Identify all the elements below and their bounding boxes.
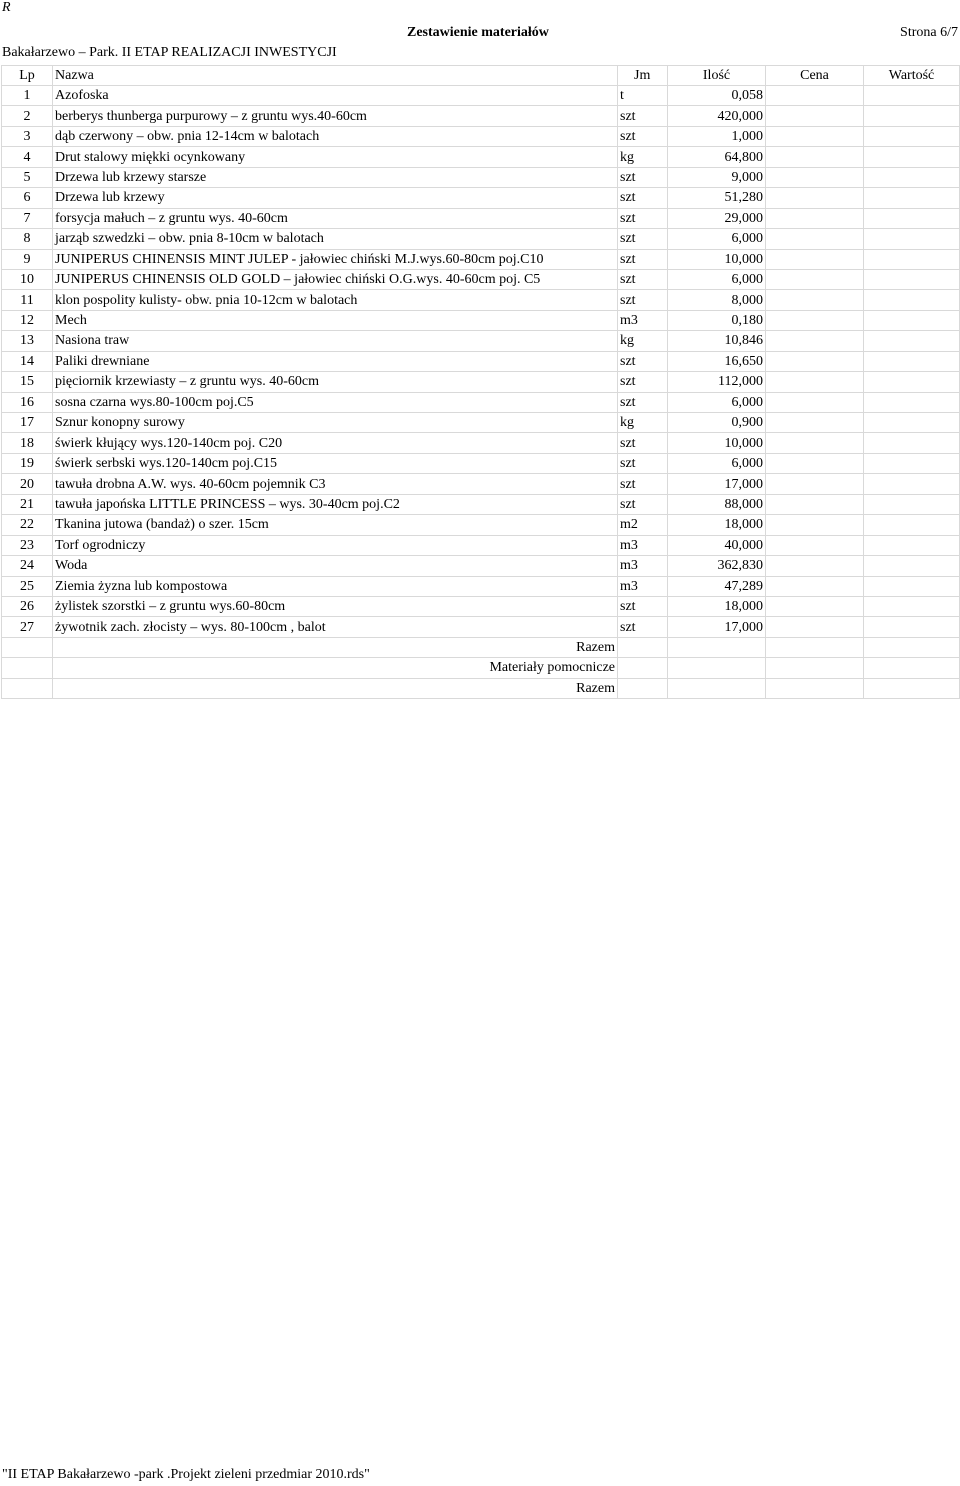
cell-name: Sznur konopny surowy [53,413,618,433]
table-row [2,351,960,371]
cell-lp: 14 [2,351,53,371]
cell-wartosc [864,453,960,473]
cell-ilosc: 420,000 [668,106,766,126]
cell-ilosc: 18,000 [668,596,766,616]
header-jm: Jm [618,66,668,86]
table-header-row [2,66,960,86]
cell-name: Drzewa lub krzewy starsze [53,167,618,187]
cell-lp: 24 [2,556,53,576]
cell-name: JUNIPERUS CHINENSIS MINT JULEP - jałowiec chiński M.J.wys.60-80cm poj.C10 [53,249,618,269]
cell-ilosc: 6,000 [668,269,766,289]
summary-label: Razem [53,678,618,698]
header-cena: Cena [766,66,864,86]
cell-ilosc: 6,000 [668,392,766,412]
cell-cena [766,249,864,269]
cell-wartosc [864,249,960,269]
cell-wartosc [864,106,960,126]
summary-blank [2,637,53,657]
cell-lp: 1 [2,86,53,106]
cell-name: żylistek szorstki – z gruntu wys.60-80cm [53,596,618,616]
cell-cena [766,167,864,187]
cell-name: Torf ogrodniczy [53,535,618,555]
summary-ilosc [668,678,766,698]
summary-label: Razem [53,637,618,657]
cell-wartosc [864,617,960,637]
cell-cena [766,126,864,146]
table-row [2,474,960,494]
cell-wartosc [864,556,960,576]
cell-jm: szt [618,208,668,228]
header-lp: Lp [2,66,53,86]
cell-cena [766,474,864,494]
cell-ilosc: 10,000 [668,249,766,269]
cell-name: pięciornik krzewiasty – z gruntu wys. 40-60cm [53,372,618,392]
cell-name: berberys thunberga purpurowy – z gruntu wys.40-60cm [53,106,618,126]
cell-jm: szt [618,617,668,637]
table-row [2,453,960,473]
summary-cena [766,637,864,657]
summary-row [2,678,960,698]
cell-jm: szt [618,269,668,289]
cell-lp: 18 [2,433,53,453]
cell-ilosc: 112,000 [668,372,766,392]
cell-lp: 13 [2,331,53,351]
cell-wartosc [864,188,960,208]
cell-cena [766,331,864,351]
cell-ilosc: 6,000 [668,453,766,473]
cell-ilosc: 16,650 [668,351,766,371]
cell-ilosc: 362,830 [668,556,766,576]
cell-jm: szt [618,474,668,494]
cell-cena [766,147,864,167]
cell-lp: 15 [2,372,53,392]
summary-blank [2,678,53,698]
summary-row [2,637,960,657]
cell-wartosc [864,229,960,249]
cell-lp: 26 [2,596,53,616]
cell-jm: szt [618,372,668,392]
cell-lp: 23 [2,535,53,555]
cell-name: tawuła drobna A.W. wys. 40-60cm pojemnik C3 [53,474,618,494]
cell-name: świerk serbski wys.120-140cm poj.C15 [53,453,618,473]
cell-wartosc [864,126,960,146]
cell-name: Mech [53,310,618,330]
cell-ilosc: 47,289 [668,576,766,596]
cell-jm: szt [618,494,668,514]
cell-name: Paliki drewniane [53,351,618,371]
cell-jm: szt [618,351,668,371]
cell-name: Nasiona traw [53,331,618,351]
cell-jm: szt [618,188,668,208]
summary-cena [766,678,864,698]
cell-lp: 4 [2,147,53,167]
cell-ilosc: 1,000 [668,126,766,146]
cell-wartosc [864,494,960,514]
cell-name: żywotnik zach. złocisty – wys. 80-100cm , balot [53,617,618,637]
cell-lp: 3 [2,126,53,146]
cell-name: świerk kłujący wys.120-140cm poj. C20 [53,433,618,453]
header-ilosc: Ilość [668,66,766,86]
table-row [2,535,960,555]
cell-wartosc [864,269,960,289]
cell-ilosc: 17,000 [668,617,766,637]
cell-jm: m3 [618,576,668,596]
cell-wartosc [864,413,960,433]
cell-wartosc [864,208,960,228]
summary-jm [618,658,668,678]
cell-wartosc [864,576,960,596]
cell-wartosc [864,535,960,555]
cell-lp: 25 [2,576,53,596]
cell-wartosc [864,310,960,330]
summary-wartosc [864,658,960,678]
cell-jm: t [618,86,668,106]
table-row [2,433,960,453]
table-row [2,126,960,146]
table-row [2,208,960,228]
cell-lp: 2 [2,106,53,126]
cell-wartosc [864,372,960,392]
cell-cena [766,229,864,249]
project-name: Bakałarzewo – Park. II ETAP REALIZACJI INWESTYCJI [2,45,337,60]
cell-name: Tkanina jutowa (bandaż) o szer. 15cm [53,515,618,535]
cell-name: Drut stalowy miękki ocynkowany [53,147,618,167]
cell-lp: 7 [2,208,53,228]
cell-wartosc [864,596,960,616]
table-row [2,249,960,269]
cell-jm: szt [618,392,668,412]
cell-cena [766,269,864,289]
summary-wartosc [864,678,960,698]
cell-ilosc: 18,000 [668,515,766,535]
cell-cena [766,106,864,126]
cell-jm: szt [618,433,668,453]
cell-jm: kg [618,413,668,433]
cell-lp: 5 [2,167,53,187]
page-number: Strona 6/7 [900,25,958,40]
table-row [2,617,960,637]
table-row [2,167,960,187]
cell-cena [766,576,864,596]
summary-label: Materiały pomocnicze [53,658,618,678]
cell-name: Drzewa lub krzewy [53,188,618,208]
cell-wartosc [864,331,960,351]
header-name: Nazwa [53,66,618,86]
cell-cena [766,433,864,453]
cell-ilosc: 0,058 [668,86,766,106]
cell-jm: m2 [618,515,668,535]
cell-ilosc: 17,000 [668,474,766,494]
cell-wartosc [864,474,960,494]
cell-wartosc [864,433,960,453]
cell-lp: 20 [2,474,53,494]
cell-ilosc: 51,280 [668,188,766,208]
cell-ilosc: 10,846 [668,331,766,351]
cell-wartosc [864,515,960,535]
table-row [2,229,960,249]
cell-name: tawuła japońska LITTLE PRINCESS – wys. 30-40cm poj.C2 [53,494,618,514]
materials-table [1,65,960,699]
summary-ilosc [668,637,766,657]
cell-cena [766,208,864,228]
summary-row [2,658,960,678]
cell-jm: kg [618,147,668,167]
table-row [2,372,960,392]
table-row [2,331,960,351]
cell-name: jarząb szwedzki – obw. pnia 8-10cm w balotach [53,229,618,249]
cell-name: forsycja małuch – z gruntu wys. 40-60cm [53,208,618,228]
cell-lp: 22 [2,515,53,535]
cell-wartosc [864,290,960,310]
cell-lp: 10 [2,269,53,289]
summary-blank [2,658,53,678]
table-row [2,576,960,596]
cell-jm: szt [618,106,668,126]
cell-jm: m3 [618,535,668,555]
cell-ilosc: 29,000 [668,208,766,228]
cell-cena [766,86,864,106]
table-row [2,494,960,514]
cell-name: sosna czarna wys.80-100cm poj.C5 [53,392,618,412]
cell-cena [766,556,864,576]
cell-name: Woda [53,556,618,576]
page-title: Zestawienie materiałów [407,25,549,40]
cell-cena [766,596,864,616]
table-row [2,290,960,310]
cell-cena [766,310,864,330]
cell-ilosc: 6,000 [668,229,766,249]
cell-ilosc: 0,180 [668,310,766,330]
cell-jm: szt [618,126,668,146]
cell-name: Ziemia żyzna lub kompostowa [53,576,618,596]
cell-name: JUNIPERUS CHINENSIS OLD GOLD – jałowiec chiński O.G.wys. 40-60cm poj. C5 [53,269,618,289]
table-row [2,556,960,576]
cell-ilosc: 10,000 [668,433,766,453]
table-row [2,413,960,433]
summary-ilosc [668,658,766,678]
cell-wartosc [864,86,960,106]
cell-lp: 19 [2,453,53,473]
cell-lp: 6 [2,188,53,208]
cell-jm: szt [618,167,668,187]
cell-lp: 8 [2,229,53,249]
cell-lp: 9 [2,249,53,269]
table-row [2,310,960,330]
cell-cena [766,290,864,310]
cell-jm: szt [618,596,668,616]
cell-ilosc: 64,800 [668,147,766,167]
cell-cena [766,535,864,555]
header-wartosc: Wartość [864,66,960,86]
table-row [2,515,960,535]
cell-jm: szt [618,249,668,269]
cell-jm: szt [618,453,668,473]
cell-ilosc: 9,000 [668,167,766,187]
cell-jm: m3 [618,556,668,576]
cell-jm: m3 [618,310,668,330]
summary-cena [766,658,864,678]
cell-wartosc [864,147,960,167]
cell-ilosc: 40,000 [668,535,766,555]
table-row [2,392,960,412]
cell-cena [766,617,864,637]
cell-lp: 17 [2,413,53,433]
cell-jm: szt [618,290,668,310]
cell-jm: szt [618,229,668,249]
cell-name: Azofoska [53,86,618,106]
cell-cena [766,494,864,514]
cell-wartosc [864,392,960,412]
cell-lp: 21 [2,494,53,514]
cell-lp: 12 [2,310,53,330]
summary-jm [618,678,668,698]
cell-cena [766,453,864,473]
table-row [2,86,960,106]
table-row [2,147,960,167]
cell-lp: 16 [2,392,53,412]
cell-lp: 11 [2,290,53,310]
cell-wartosc [864,351,960,371]
cell-cena [766,515,864,535]
table-row [2,269,960,289]
cell-cena [766,372,864,392]
cell-cena [766,351,864,371]
summary-jm [618,637,668,657]
cell-ilosc: 0,900 [668,413,766,433]
table-row [2,106,960,126]
cell-name: dąb czerwony – obw. pnia 12-14cm w balotach [53,126,618,146]
table-row [2,188,960,208]
cell-wartosc [864,167,960,187]
cell-cena [766,188,864,208]
corner-mark: R [2,0,11,15]
footer-filename: "II ETAP Bakałarzewo -park .Projekt zieleni przedmiar 2010.rds" [2,1467,370,1482]
cell-cena [766,392,864,412]
cell-ilosc: 88,000 [668,494,766,514]
cell-jm: kg [618,331,668,351]
table-row [2,596,960,616]
cell-name: klon pospolity kulisty- obw. pnia 10-12cm w balotach [53,290,618,310]
cell-cena [766,413,864,433]
cell-ilosc: 8,000 [668,290,766,310]
cell-lp: 27 [2,617,53,637]
summary-wartosc [864,637,960,657]
